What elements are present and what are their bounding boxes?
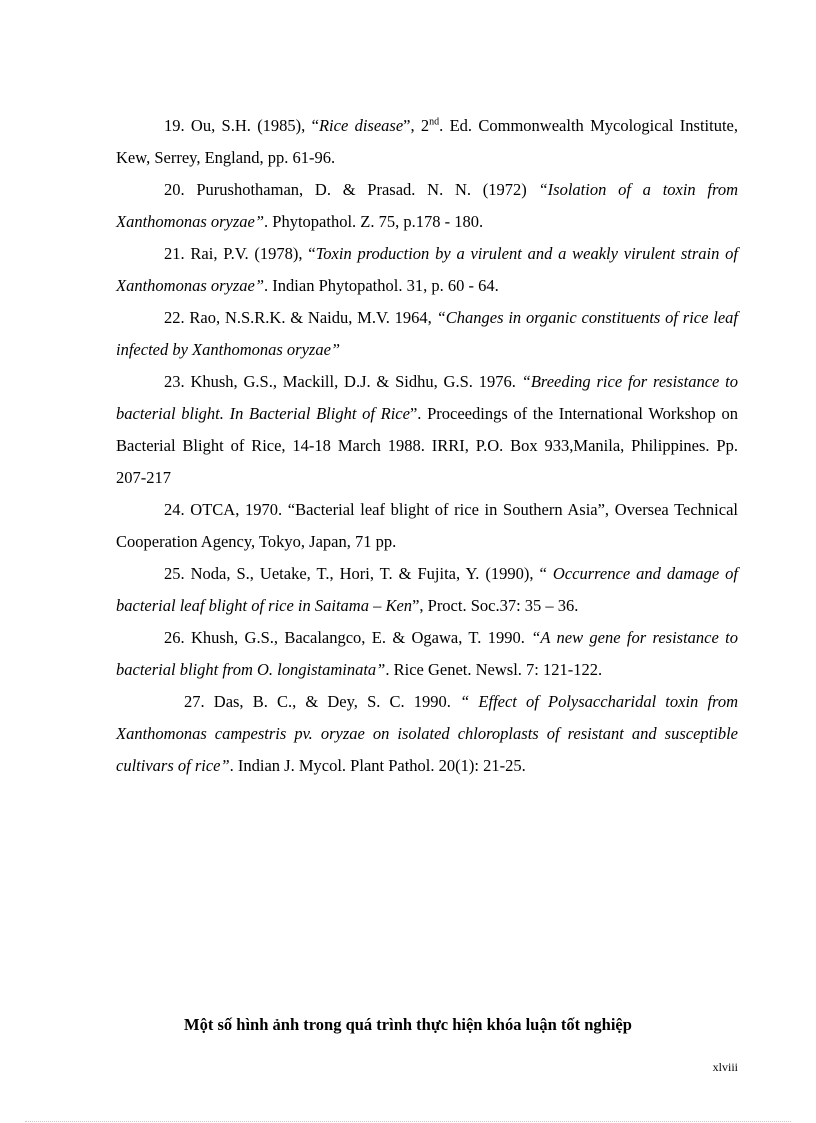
section-caption: Một số hình ảnh trong quá trình thực hiện khóa luận tốt nghiệp [184, 1015, 632, 1034]
reference-19 [116, 110, 738, 174]
reference-23 [116, 366, 738, 494]
reference-25 [116, 558, 738, 622]
reference-text: 24. OTCA, 1970. “Bacterial leaf blight of rice in Southern Asia”, Oversea Technical Cooperation Agency, Tokyo, Japan, 71 pp. [116, 500, 738, 551]
reference-text: ”, 2 [403, 116, 430, 135]
ordinal-suffix: nd [429, 116, 440, 128]
reference-authors: 20. Purushothaman, D. & Prasad. N. N. (1972) [164, 180, 539, 199]
page-number: xlviii [712, 1060, 738, 1074]
reference-source: ”. Proceedings of the International Workshop on Bacterial Blight of Rice, 14-18 March 1988. IRRI, P.O. Box 933,Manila, Philippines. Pp. 207-217 [116, 404, 738, 487]
reference-authors: 22. Rao, N.S.R.K. & Naidu, M.V. 1964, [164, 308, 437, 327]
reference-title: “ Effect of Polysaccharidal toxin from Xanthomonas campestris pv. oryzae on isolated chloroplasts of resistant and susceptible cultivars of rice” [116, 692, 739, 775]
reference-title: “Breeding rice for resistance to bacterial blight. In Bacterial Blight of Rice [116, 372, 738, 423]
reference-22 [116, 302, 738, 366]
reference-title: “A new gene for resistance to bacterial blight from O. longistaminata” [116, 628, 738, 679]
reference-source: . Indian Phytopathol. 31, p. 60 - 64. [264, 276, 499, 295]
reference-authors: 23. Khush, G.S., Mackill, D.J. & Sidhu, G.S. 1976. [164, 372, 522, 391]
reference-source: . Phytopathol. Z. 75, p.178 - 180. [264, 212, 484, 231]
reference-21 [116, 238, 738, 302]
reference-authors: 19. Ou, S.H. (1985), “ [164, 116, 319, 135]
reference-authors: 21. Rai, P.V. (1978), “ [164, 244, 316, 263]
reference-27 [116, 686, 738, 782]
reference-source: . Indian J. Mycol. Plant Pathol. 20(1): 21-25. [229, 756, 526, 775]
reference-authors: 26. Khush, G.S., Bacalangco, E. & Ogawa, T. 1990. [164, 628, 532, 647]
reference-authors: 25. Noda, S., Uetake, T., Hori, T. & Fujita, Y. (1990), “ [164, 564, 553, 583]
reference-authors: 27. Das, B. C., & Dey, S. C. 1990. [184, 692, 461, 711]
reference-list [116, 110, 738, 782]
reference-24 [116, 494, 738, 558]
reference-title: Occurrence and damage of bacterial leaf blight of rice in Saitama – Ken [116, 564, 738, 615]
reference-source: ”, Proct. Soc.37: 35 – 36. [412, 596, 579, 615]
reference-title: “Changes in organic constituents of rice leaf infected by Xanthomonas oryzae” [116, 308, 738, 359]
page-bottom-divider [25, 1121, 791, 1122]
reference-20 [116, 174, 738, 238]
reference-source: . Rice Genet. Newsl. 7: 121-122. [385, 660, 603, 679]
reference-title: Rice disease [318, 116, 404, 135]
reference-title: Toxin production by a virulent and a weakly virulent strain of Xanthomonas oryzae” [116, 244, 738, 295]
reference-title: “Isolation of a toxin from Xanthomonas oryzae” [116, 180, 738, 231]
reference-26 [116, 622, 738, 686]
reference-source: . Ed. Commonwealth Mycological Institute, Kew, Serrey, England, pp. 61-96. [116, 116, 738, 167]
